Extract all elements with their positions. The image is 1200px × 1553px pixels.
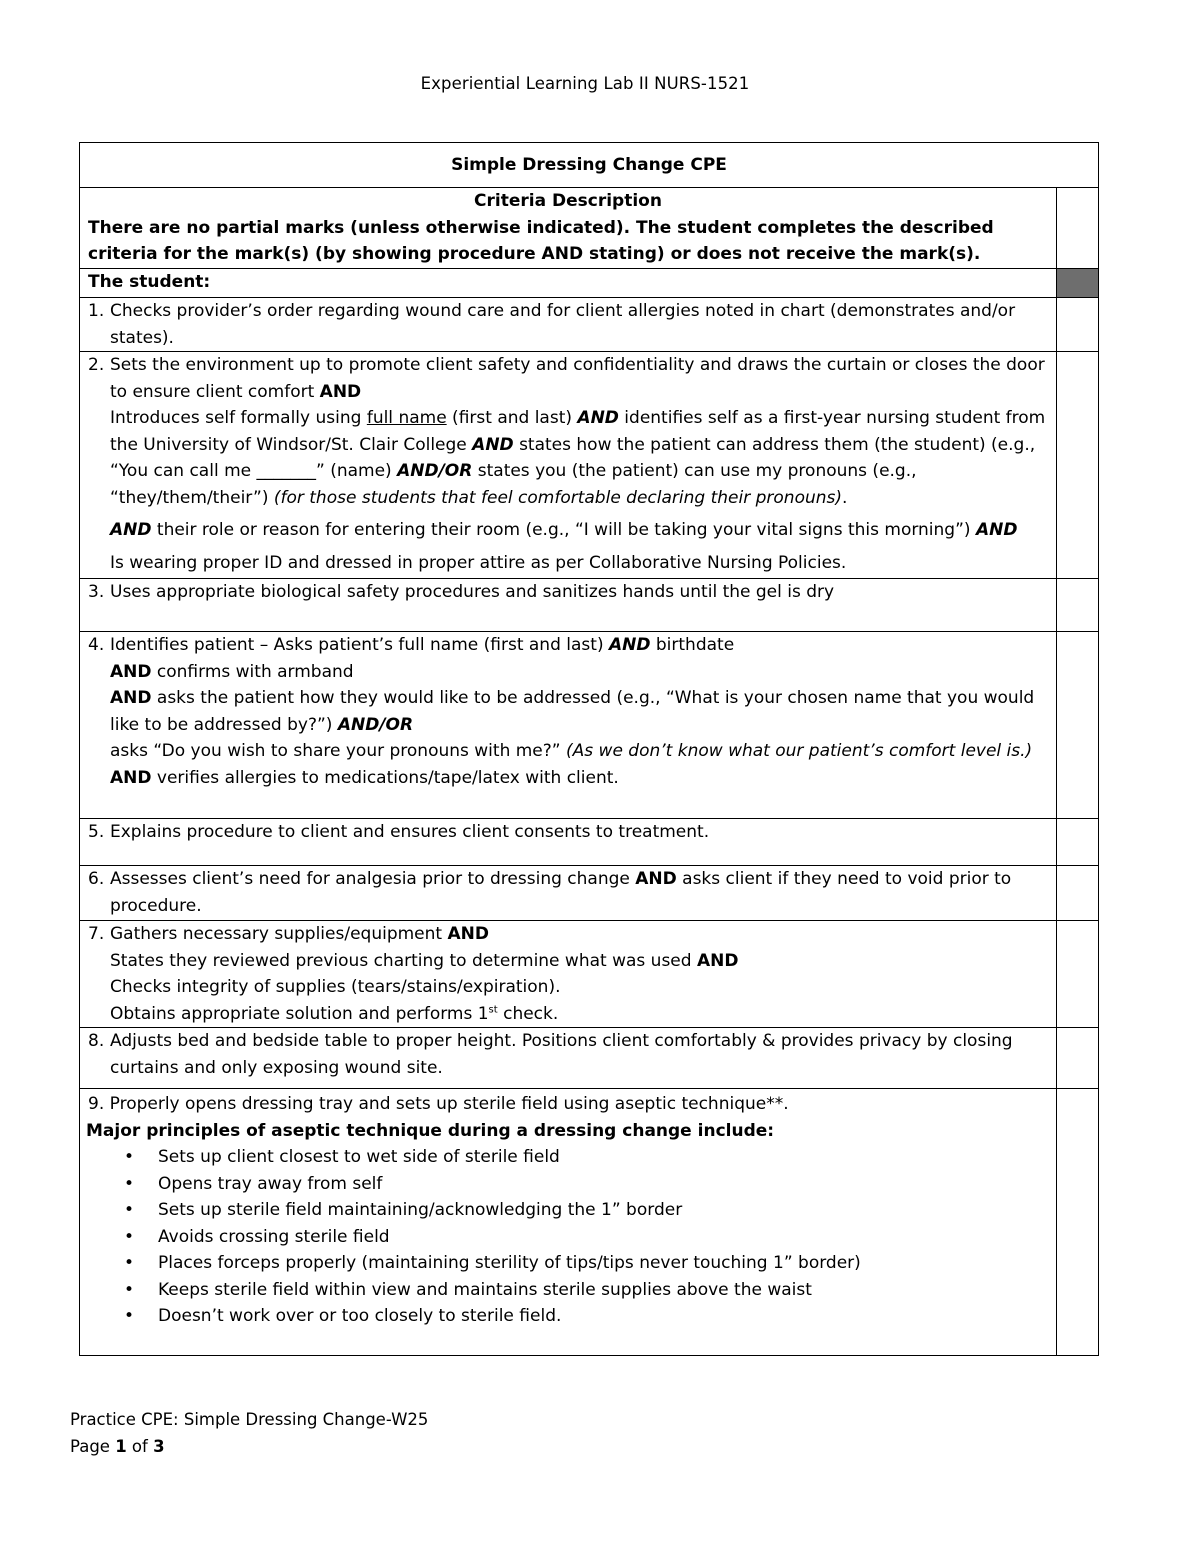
criteria-note: There are no partial marks (unless otherwise indicated). The student completes the described criteria for the mark(s) (by showing procedure AND stating) or does not receive the mark(s).: [88, 217, 994, 264]
page-word: Page: [70, 1437, 116, 1456]
and-keyword: AND: [696, 950, 739, 971]
and-or-keyword: AND/OR: [397, 461, 473, 481]
and-keyword: AND: [975, 520, 1018, 540]
and-or-keyword: AND/OR: [337, 714, 414, 735]
list-item: • Sets up sterile field maintaining/acknowledging the 1” border: [158, 1197, 1048, 1224]
mark-cell-5[interactable]: [1056, 819, 1098, 866]
item-text: States they reviewed previous charting to determine what was used: [110, 950, 697, 971]
criteria-row-2: [80, 352, 1057, 579]
cpe-criteria-table: [79, 142, 1099, 1356]
and-keyword: AND: [110, 661, 152, 682]
item-number: 8.: [88, 1031, 105, 1051]
item-text: Obtains appropriate solution and performs 1: [110, 1003, 489, 1024]
item-text: verifies allergies to medications/tape/latex with client.: [151, 767, 619, 788]
page-footer: [70, 1406, 428, 1460]
mark-cell-9[interactable]: [1056, 1089, 1098, 1356]
and-keyword: AND: [319, 381, 362, 402]
item-text: Is wearing proper ID and dressed in proper attire as per Collaborative Nursing Policies.: [110, 552, 847, 573]
item-text: birthdate: [650, 635, 735, 655]
of-word: of: [126, 1437, 154, 1456]
mark-cell-6[interactable]: [1056, 866, 1098, 921]
item-text: (first and last): [446, 408, 578, 428]
item-number: 4.: [88, 635, 105, 655]
item-number: 3.: [88, 582, 105, 602]
item-text: confirms with armband: [151, 661, 354, 682]
item-number: 5.: [88, 822, 105, 842]
mark-cell-shaded: [1056, 269, 1098, 298]
item-text: Uses appropriate biological safety procedures and sanitizes hands until the gel is dry: [110, 582, 835, 602]
principles-heading: Major principles of aseptic technique during a dressing change include:: [86, 1120, 775, 1141]
item-number: 6.: [88, 869, 105, 889]
page-number: [70, 1433, 428, 1460]
item-text: asks “Do you wish to share your pronouns with me?”: [110, 741, 567, 761]
page-header: Experiential Learning Lab II NURS-1521: [420, 74, 750, 93]
item-text: Checks integrity of supplies (tears/stains/expiration).: [110, 977, 561, 997]
mark-cell-header[interactable]: [1056, 188, 1098, 269]
mark-cell-7[interactable]: [1056, 921, 1098, 1028]
criteria-row-3: [80, 579, 1057, 632]
document-name: Practice CPE: Simple Dressing Change-W25: [70, 1410, 429, 1429]
and-keyword: AND: [110, 688, 152, 708]
criteria-row-6: [80, 866, 1057, 921]
item-text-italic: (As we don’t know what our patient’s comfort level is.): [566, 741, 1033, 761]
item-text: their role or reason for entering their room (e.g., “I will be taking your vital signs this morning”): [151, 520, 976, 540]
student-label: The student:: [80, 269, 1057, 298]
item-text-underlined: full name: [366, 408, 447, 428]
item-number: 1.: [88, 301, 105, 321]
item-text: states you (the patient) can use my pronouns (e.g., “they/them/their”): [110, 461, 917, 508]
list-item: • Places forceps properly (maintaining sterility of tips/tips never touching 1” border): [158, 1250, 1048, 1277]
criteria-row-8: [80, 1028, 1057, 1089]
and-keyword: AND: [472, 434, 514, 455]
item-number: 7.: [88, 924, 105, 944]
item-text: Sets the environment up to promote client safety and confidentiality and draws the curtain or closes the door to ensure client comfort: [110, 355, 1045, 402]
and-keyword: AND: [447, 924, 489, 944]
item-text: Checks provider’s order regarding wound care and for client allergies noted in chart (demonstrates and/or states).: [110, 301, 1016, 348]
item-text: Introduces self formally using: [110, 408, 367, 428]
aseptic-principles-list: [88, 1144, 1048, 1330]
and-keyword: AND: [635, 869, 677, 889]
item-text: identifies self as a first-year nursing student from the University of Windsor/St. Clair College: [110, 408, 1046, 455]
item-text: Assesses client’s need for analgesia prior to dressing change: [110, 869, 636, 889]
list-item: • Keeps sterile field within view and maintains sterile supplies above the waist: [158, 1277, 1048, 1304]
mark-cell-1[interactable]: [1056, 298, 1098, 352]
criteria-row-9: [80, 1089, 1057, 1356]
item-text: states how the patient can address them (the student) (e.g., “You can call me _______” (name): [110, 434, 1036, 481]
and-keyword: AND: [110, 520, 152, 540]
item-text: 9. Properly opens dressing tray and sets up sterile field using aseptic technique**.: [88, 1094, 789, 1114]
table-title: Simple Dressing Change CPE: [80, 143, 1099, 188]
page-current: 1: [115, 1437, 127, 1456]
list-item: • Sets up client closest to wet side of sterile field: [158, 1144, 1048, 1171]
mark-cell-2[interactable]: [1056, 352, 1098, 579]
item-text: Explains procedure to client and ensures client consents to treatment.: [110, 822, 710, 842]
item-text: Gathers necessary supplies/equipment: [110, 924, 448, 944]
superscript: st: [488, 1003, 498, 1015]
and-keyword: AND: [608, 635, 651, 655]
list-item: • Avoids crossing sterile field: [158, 1224, 1048, 1251]
item-text: asks the patient how they would like to be addressed (e.g., “What is your chosen name that you would like to be addressed by?”): [110, 688, 1035, 735]
page-total: 3: [153, 1437, 165, 1456]
list-item: • Opens tray away from self: [158, 1171, 1048, 1198]
item-text: asks client if they need to void prior to procedure.: [110, 869, 1012, 916]
mark-cell-3[interactable]: [1056, 579, 1098, 632]
criteria-row-7: [80, 921, 1057, 1028]
item-text-italic: (for those students that feel comfortable declaring their pronouns): [273, 487, 843, 508]
mark-cell-4[interactable]: [1056, 632, 1098, 819]
and-keyword: AND: [110, 767, 152, 788]
criteria-row-5: [80, 819, 1057, 866]
item-text: check.: [497, 1003, 559, 1024]
criteria-heading: Criteria Description: [474, 191, 662, 211]
criteria-description-cell: [80, 188, 1057, 269]
list-item: • Doesn’t work over or too closely to sterile field.: [158, 1303, 1048, 1330]
item-text: .: [842, 487, 848, 508]
item-text: Identifies patient – Asks patient’s full name (first and last): [110, 635, 609, 655]
item-number: 2.: [88, 355, 105, 375]
criteria-row-4: [80, 632, 1057, 819]
and-keyword: AND: [577, 408, 619, 428]
criteria-row-1: [80, 298, 1057, 352]
item-text: Adjusts bed and bedside table to proper height. Positions client comfortably & provides privacy by closing curtains and only exposing wound site.: [110, 1031, 1013, 1078]
mark-cell-8[interactable]: [1056, 1028, 1098, 1089]
